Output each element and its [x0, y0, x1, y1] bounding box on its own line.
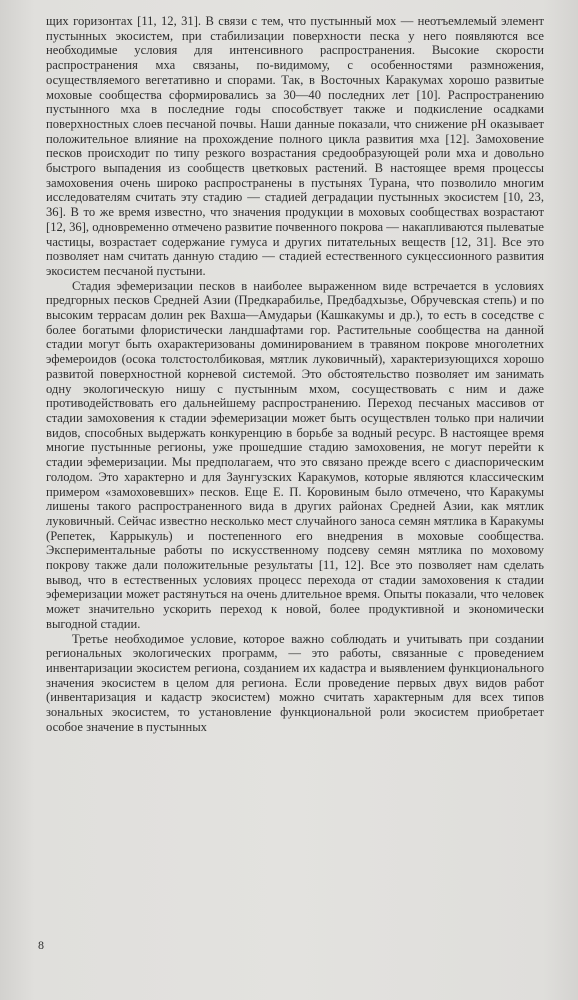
paragraph-2: Стадия эфемеризации песков в наиболее выраженном виде встречается в условиях предгорных песков Средней Азии (Предкарабилье, Предбадхызье, Обручевская степь) и по высоким террасам долин рек Вахша—Амударьи (Кашкакумы и др.), то есть в соседстве с более богатыми флористически ландшафтами гор. Растительные сообщества на данной стадии могут быть охарактеризованы доминированием в травяном покрове многолетних эфемероидов (осока толстостолбиковая, мятлик луковичный), характеризующихся хорошо развитой поверхностной корневой системой. Это обстоятельство позволяет им занимать одну экологическую нишу с пустынным мхом, сосуществовать с ним и даже противодействовать его дальнейшему распространению. Переход песчаных массивов от стадии замоховения к стадии эфемеризации может быть осуществлен только при наличии видов, способных выдержать конкуренцию в борьбе за водный ресурс. В настоящее время многие пустынные регионы, уже прошедшие стадию замоховения, не могут перейти к стадии эфемеризации. Мы предполагаем, что это связано прежде всего с диаспорическим голодом. Это характерно и для Заунгузских Каракумов, которые являются классическим примером «замоховевших» песков. Еще Е. П. Коровиным было отмечено, что Каракумы лишены такого распространенного вида в других районах Средней Азии, как мятлик луковичный. Сейчас известно несколько мест случайного заноса семян мятлика в Каракумы (Репетек, Каррыкуль) и постепенного его внедрения в моховые сообщества. Экспериментальные работы по искусственному подсеву семян мятлика по моховому покрову также дали положительные результаты [11, 12]. Все это позволяет нам сделать вывод, что в естественных условиях процесс перехода от стадии замоховения к стадии эфемеризации может растянуться на очень длительное время. Опыты показали, что человек может значительно ускорить переход к новой, более продуктивной и экономически выгодной стадии.: [46, 278, 544, 631]
body-text: [46, 14, 544, 734]
paragraph-1: щих горизонтах [11, 12, 31]. В связи с тем, что пустынный мох — неотъемлемый элемент пустынных экосистем, при стабилизации поверхности песка у него появляются все необходимые условия для интенсивного распространения. Высокие скорости распространения мха связаны, по-видимому, с особенностями размножения, осуществляемого вегетативно и спорами. Так, в Восточных Каракумах хорошо развитые моховые сообщества сформировались за 30—40 последних лет [10]. Распространению пустынного мха в последние годы способствует также и подкисление осадками поверхностных слоев песчаной почвы. Наши данные показали, что снижение pH оказывает положительное влияние на прохождение полного цикла развития мха [12]. Замоховение песков происходит по типу резкого возрастания средообразующей роли мха и довольно быстрого выпадения из сообществ цветковых растений. В настоящее время процессы замоховения очень широко распространены в пустынях Турана, что позволило многим исследователям считать эту стадию — стадией деградации пустынных экосистем [10, 23, 36]. В то же время известно, что значения продукции в моховых сообществах возрастают [12, 36], одновременно отмечено развитие почвенного покрова — накапливаются пылеватые частицы, возрастает содержание гумуса и других питательных веществ [12, 31]. Все это позволяет нам считать данную стадию — стадией естественного сукцессионного развития экосистем песчаной пустыни.: [46, 14, 544, 278]
paragraph-3: Третье необходимое условие, которое важно соблюдать и учитывать при создании региональных экологических программ, — это работы, связанные с проведением инвентаризации экосистем региона, созданием их кадастра и выявлением функционального значения экосистем в целом для региона. Если проведение первых двух видов работ (инвентаризация и кадастр экосистем) можно считать характерным для всех типов зональных экосистем, то установление функциональной роли экосистем приобретает особое значение в пустынных: [46, 631, 544, 734]
page-number: 8: [38, 938, 44, 952]
